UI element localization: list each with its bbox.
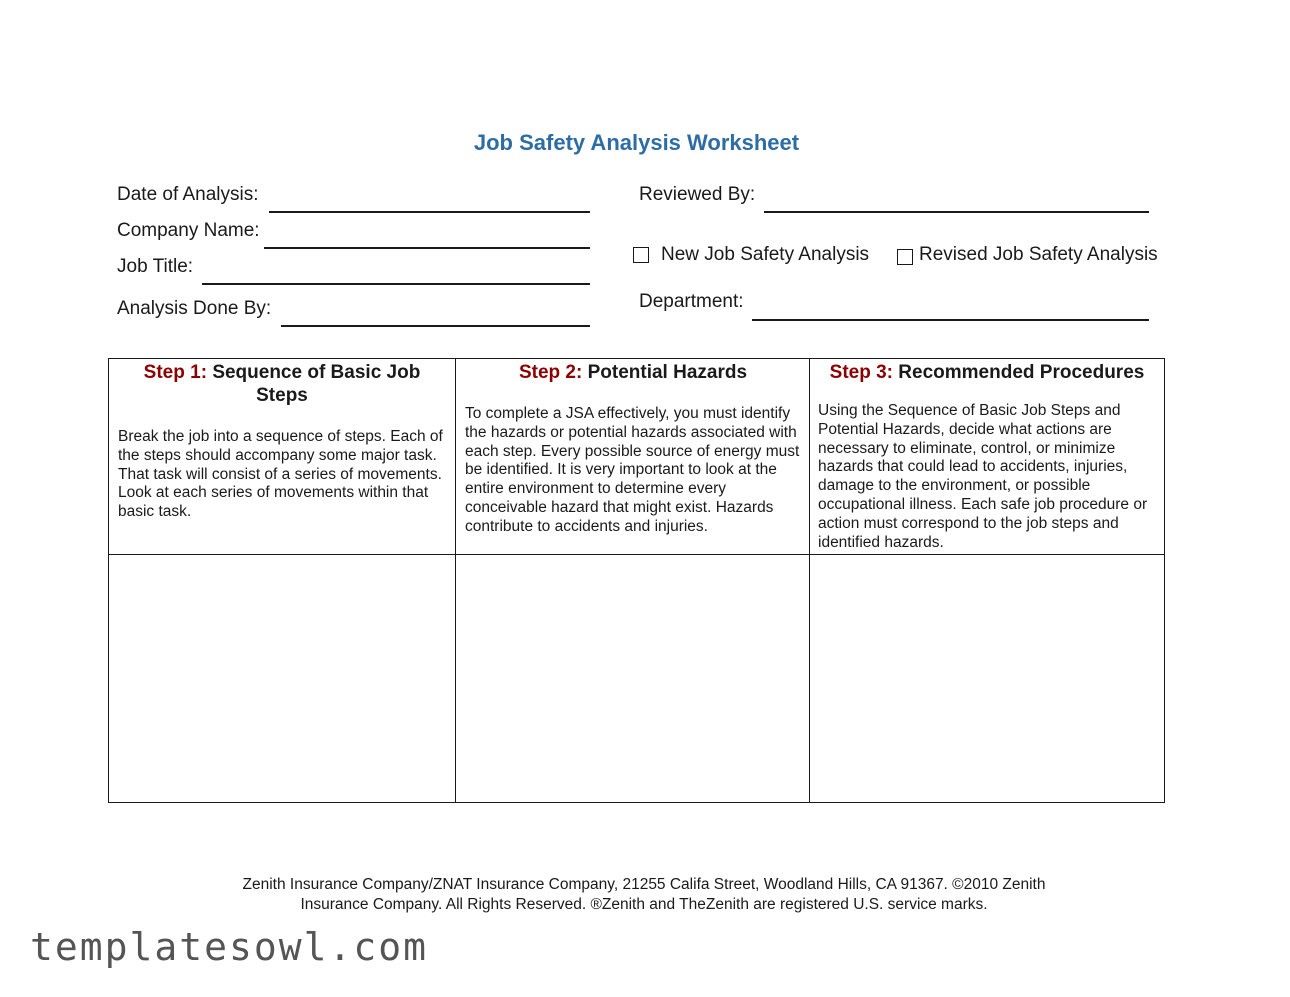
step2-title: Potential Hazards — [587, 362, 748, 383]
revised-jsa-label: Revised Job Safety Analysis — [919, 244, 1158, 265]
step2-header — [457, 361, 809, 384]
watermark: templatesowl.com — [30, 925, 429, 969]
step3-entry-cell[interactable] — [811, 556, 1163, 802]
step3-number: Step 3: — [829, 362, 894, 383]
page-title: Job Safety Analysis Worksheet — [473, 130, 800, 155]
footer-line-2: Insurance Company. All Rights Reserved. ®Zenith and TheZenith are registered U.S. service marks. — [300, 896, 988, 913]
job-title-label: Job Title: — [117, 256, 194, 277]
company-name-field[interactable] — [264, 247, 590, 249]
department-label: Department: — [639, 291, 744, 312]
analysis-done-by-label: Analysis Done By: — [117, 298, 272, 319]
revised-jsa-checkbox[interactable] — [897, 249, 913, 265]
step3-description: Using the Sequence of Basic Job Steps and Potential Hazards, decide what actions are necessary to eliminate, control, or minimize hazards that could lead to accidents, injuries, damage to the environment, or possible occupational illness. Each safe job procedure or action must correspond to the job steps and identified hazards. — [818, 402, 1148, 551]
step3-title: Recommended Procedures — [898, 362, 1145, 383]
jsa-table — [108, 358, 1165, 803]
step3-header — [811, 361, 1163, 384]
step1-entry-cell[interactable] — [109, 556, 455, 802]
step1-title: Sequence of Basic Job Steps — [212, 362, 421, 406]
row-divider — [109, 554, 1164, 555]
date-of-analysis-label: Date of Analysis: — [117, 184, 259, 205]
job-title-field[interactable] — [202, 283, 590, 285]
step1-header — [127, 361, 437, 407]
new-jsa-checkbox[interactable] — [633, 247, 649, 263]
footer-line-1: Zenith Insurance Company/ZNAT Insurance Company, 21255 Califa Street, Woodland Hills, CA 91367. ©2010 Zenith — [242, 876, 1046, 893]
step1-number: Step 1: — [143, 362, 208, 383]
date-of-analysis-field[interactable] — [269, 211, 590, 213]
footer — [0, 875, 1288, 915]
analysis-done-by-field[interactable] — [281, 325, 590, 327]
company-name-label: Company Name: — [117, 220, 260, 241]
step2-description: To complete a JSA effectively, you must identify the hazards or potential hazards associated with each step. Every possible source of energy must be identified. It is very important to look at the entire environment to determine every conceivable hazard that might exist. Hazards contribute to accidents and injuries. — [465, 405, 800, 535]
step2-number: Step 2: — [518, 362, 583, 383]
step2-entry-cell[interactable] — [457, 556, 809, 802]
step1-description: Break the job into a sequence of steps. Each of the steps should accompany some major task. That task will consist of a series of movements. Look at each series of movements within that basic task. — [118, 428, 443, 521]
column-divider — [455, 359, 456, 802]
reviewed-by-label: Reviewed By: — [639, 184, 756, 205]
new-jsa-label: New Job Safety Analysis — [661, 244, 870, 265]
reviewed-by-field[interactable] — [764, 211, 1149, 213]
column-divider — [809, 359, 810, 802]
department-field[interactable] — [752, 319, 1149, 321]
